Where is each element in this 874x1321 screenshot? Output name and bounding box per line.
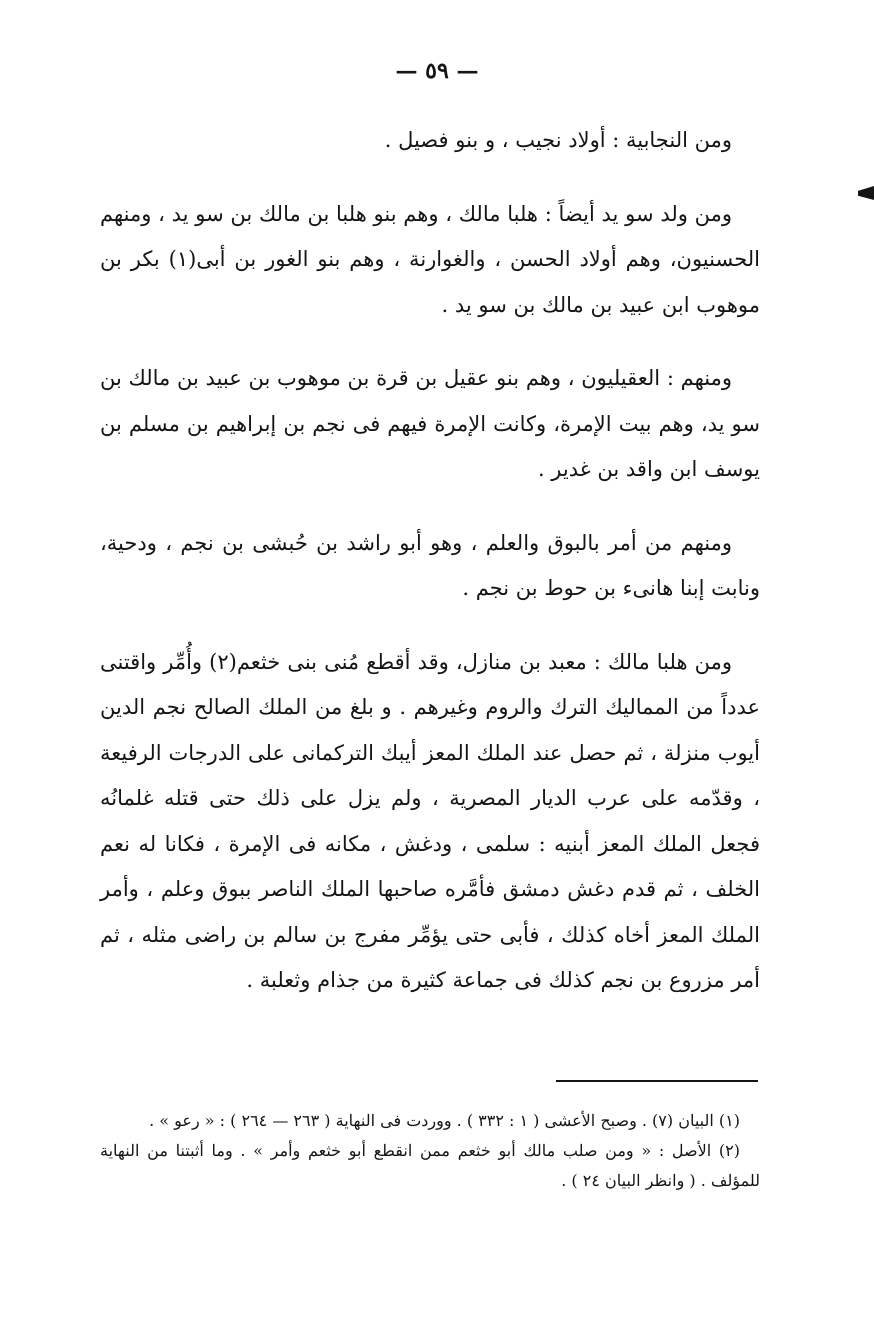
paragraph-najabiya: ومن النجابية : أولاد نجيب ، و بنو فصيل . [384, 128, 732, 152]
footnote-1: (١) البيان (٧) . وصبح الأعشى ( ١ : ٣٣٢ ) . ووردت فى النهاية ( ٢٦٣ — ٢٦٤ ) : « رعو » . [149, 1111, 740, 1130]
margin-mark-icon [858, 186, 874, 200]
paragraph-uqayliyun: ومنهم : العقيليون ، وهم بنو عقيل بن قرة بن موهوب بن عبيد بن مالك بن سو يد، وهم بيت الإمرة، وكانت الإمرة فيهم فى نجم بن إبراهيم بن مسلم بن يوسف ابن واقد بن غدير . [100, 366, 760, 481]
paragraph-abu-rashid: ومنهم من أمر بالبوق والعلم ، وهو أبو راشد بن حُبشى بن نجم ، ودحية، ونابت إبنا هانىء بن حوط بن نجم . [100, 530, 760, 600]
main-text [100, 118, 760, 1004]
footnote-divider [556, 1080, 758, 1082]
page-number: — ٥٩ — [395, 58, 479, 84]
paragraph-mabad: ومن هلبا مالك : معبد بن منازل، وقد أقطع مُنى بنى خثعم(٢) وأُمِّر واقتنى عدداً من المماليك الترك والروم وغيرهم . و بلغ من الملك الصالح نجم الدين أيوب منزلة ، ثم حصل عند الملك المعز أيبك التركمانى على الدرجات الرفيعة ، وقدّمه على عرب الديار المصرية ، ولم يزل على ذلك حتى قتله غلمانُه فجعل الملك المعز أبنيه : سلمى ، ودغش ، مكانه فى الإمرة ، فكانا له نعم الخلف ، ثم قدم دغش دمشق فأمَّره صاحبها الملك الناصر ببوق وعلم ، وأمر الملك المعز أخاه كذلك ، فأبى حتى يؤمِّر مفرج بن سالم بن راضى مثله ، ثم أمر مزروع بن نجم كذلك فى جماعة كثيرة من جذام وثعلبة . [100, 649, 760, 992]
paragraph-suwayd: ومن ولد سو يد أيضاً : هلبا مالك ، وهم بنو هلبا بن مالك بن سو يد ، ومنهم الحسنيون، وهم أولاد الحسن ، والغوارنة ، وهم بنو الغور بن أبى(١) بكر بن موهوب ابن عبيد بن مالك بن سو يد . [100, 201, 760, 317]
footnotes [100, 1106, 760, 1196]
footnote-2: (٢) الأصل : « ومن صلب مالك أبو خثعم ممن انقطع أبو خثعم وأمر » . وما أثبتنا من النهاية للمؤلف . ( وانظر البيان ٢٤ ) . [100, 1141, 760, 1190]
